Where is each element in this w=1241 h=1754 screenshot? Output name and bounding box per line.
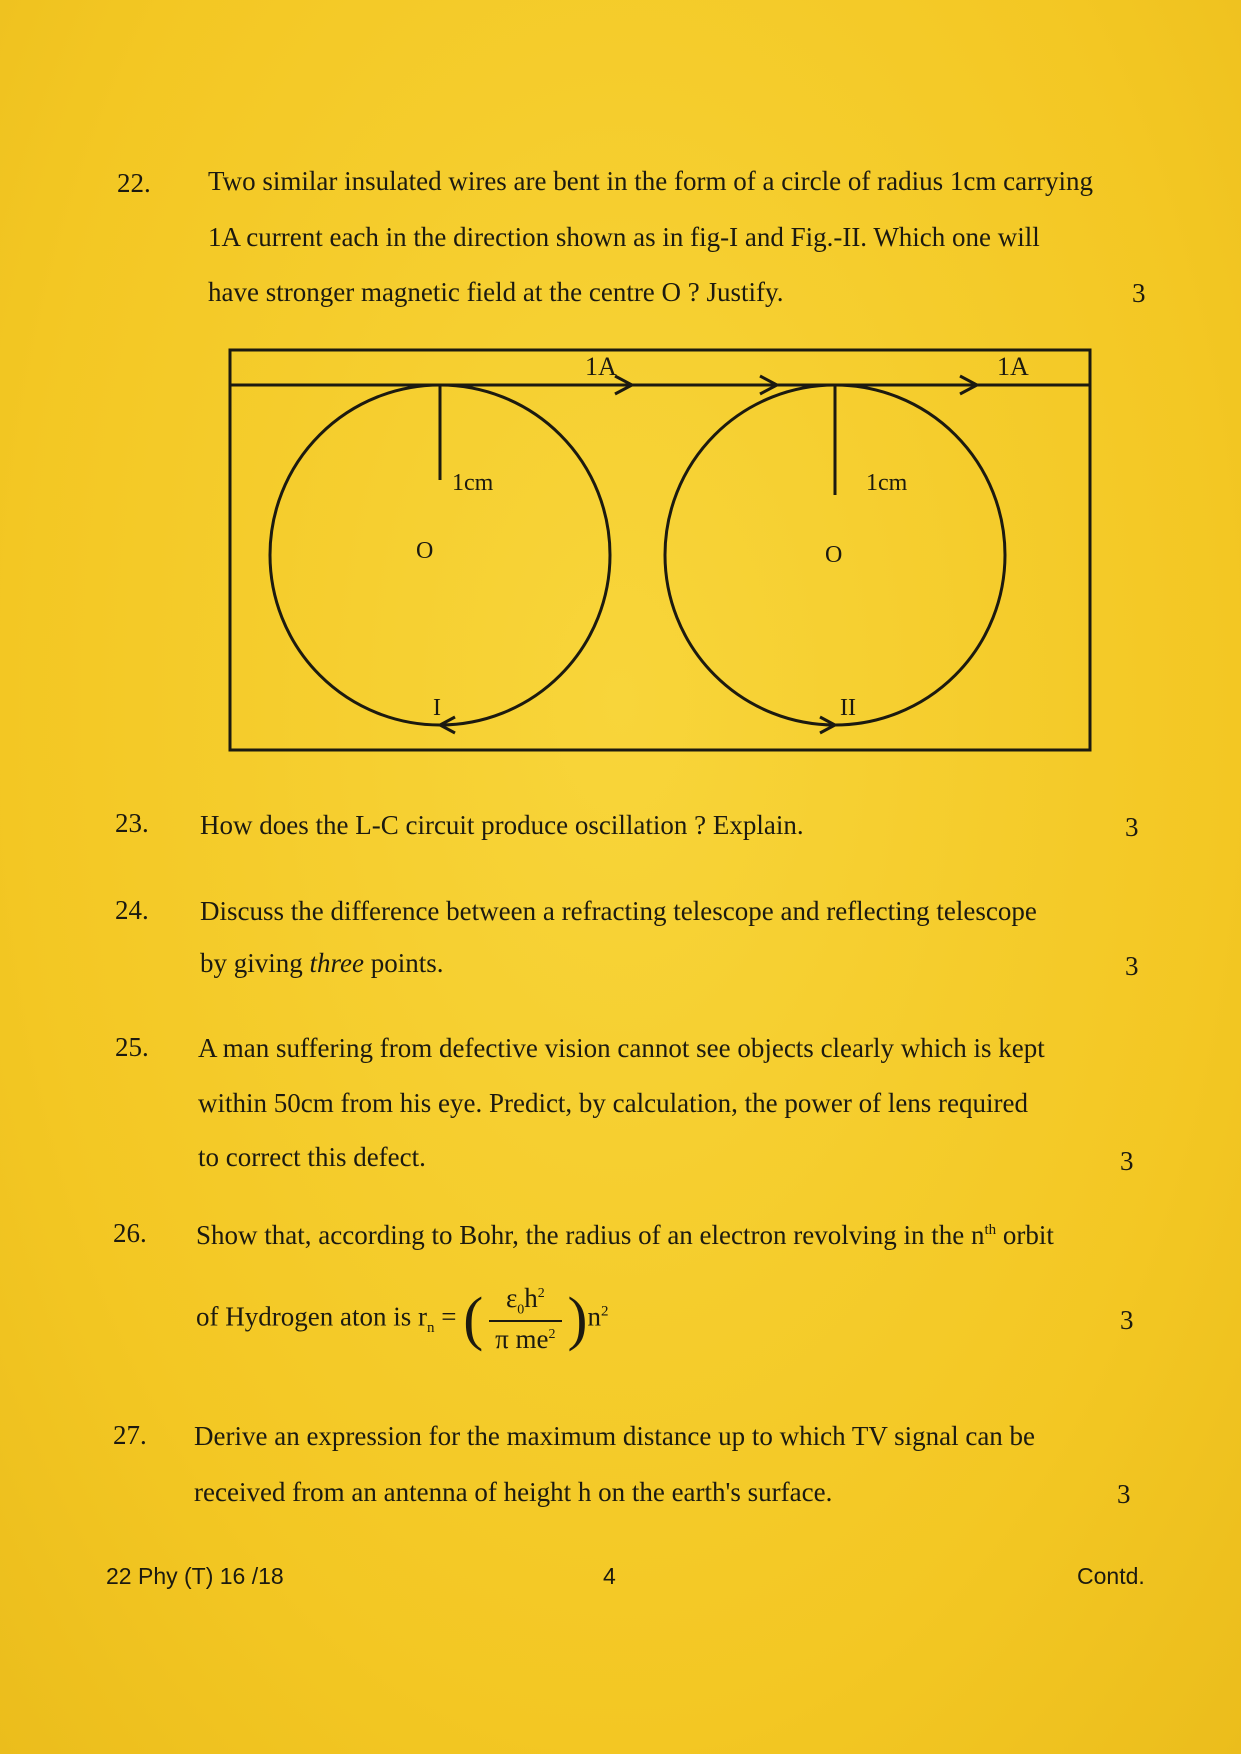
radius-label-fig-2: 1cm [866, 470, 908, 496]
centre-label-fig-2: O [825, 542, 843, 568]
question-22-line-3: have stronger magnetic field at the centre O ? Justify. [208, 277, 784, 307]
continued-label: Contd. [1077, 1563, 1145, 1589]
question-26-number: 26. [113, 1218, 147, 1248]
question-27-marks: 3 [1117, 1479, 1131, 1509]
magnetic-field-figure [200, 340, 1100, 760]
question-25-line-1: A man suffering from defective vision cannot see objects clearly which is kept [198, 1033, 1045, 1063]
question-27-line-2: received from an antenna of height h on the earth's surface. [194, 1477, 833, 1507]
question-25-number: 25. [115, 1032, 149, 1062]
question-26-line-1: Show that, according to Bohr, the radius of an electron revolving in the $n^{th}$ orbit [196, 1220, 1054, 1250]
question-25-marks: 3 [1120, 1146, 1134, 1176]
question-26-line-2: of Hydrogen aton is $r_n$ = ( $\frac{\varepsilon_0h^2}{\pi me^2}$ )$n^2$ [196, 1283, 609, 1355]
question-23-marks: 3 [1125, 812, 1139, 842]
current-label-fig-2: 1A [997, 352, 1029, 381]
page-number: 4 [603, 1563, 616, 1589]
question-22-line-2: 1A current each in the direction shown as in fig-I and Fig.-II. Which one will [208, 222, 1040, 252]
paper-code: 22 Phy (T) 16 /18 [106, 1563, 284, 1589]
question-26-marks: 3 [1120, 1305, 1134, 1335]
centre-label-fig-1: O [416, 538, 434, 564]
question-27-line-1: Derive an expression for the maximum distance up to which TV signal can be [194, 1421, 1036, 1451]
question-24-marks: 3 [1125, 951, 1139, 981]
question-24-number: 24. [115, 895, 149, 925]
question-27-number: 27. [113, 1420, 147, 1450]
question-23-line-1: How does the L-C circuit produce oscillation ? Explain. [200, 810, 804, 840]
fig-label-2: II [840, 695, 856, 721]
radius-label-fig-1: 1cm [452, 470, 494, 496]
fig-label-1: I [433, 695, 441, 721]
figure-frame [230, 350, 1090, 750]
current-label-fig-1: 1A [585, 352, 617, 381]
bohr-radius-fraction: $\frac{\varepsilon_0h^2}{\pi me^2}$ [489, 1283, 561, 1355]
question-25-line-3: to correct this defect. [198, 1142, 426, 1172]
question-22-line-1: Two similar insulated wires are bent in the form of a circle of radius 1cm carrying [208, 166, 1094, 196]
question-24-line-2: by giving three points. [200, 948, 444, 978]
question-23-number: 23. [115, 808, 149, 838]
question-22-marks: 3 [1132, 278, 1146, 308]
question-24-line-1: Discuss the difference between a refracting telescope and reflecting telescope [200, 896, 1037, 926]
question-25-line-2: within 50cm from his eye. Predict, by calculation, the power of lens required [198, 1088, 1029, 1118]
question-22-number: 22. [117, 168, 151, 198]
